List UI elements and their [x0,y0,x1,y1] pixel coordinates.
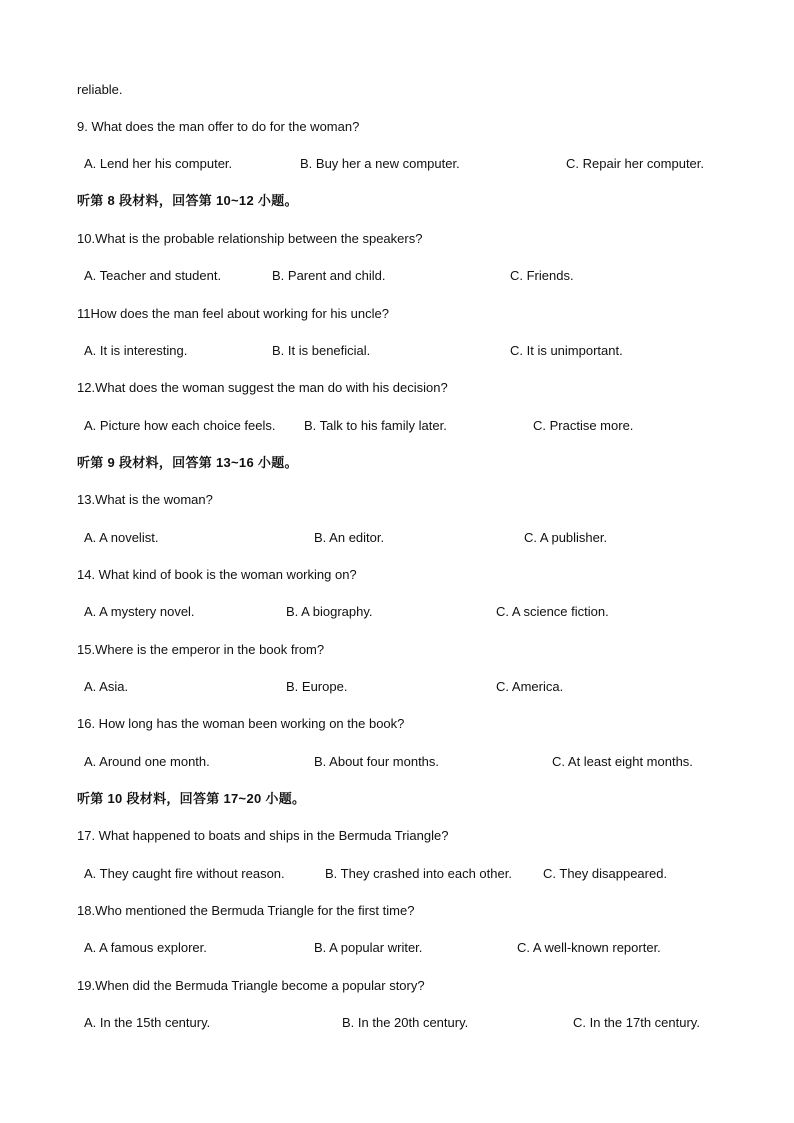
q13-option-a: A. A novelist. [84,530,159,545]
question-13: 13.What is the woman? [77,492,213,507]
q10-option-b: B. Parent and child. [272,268,386,283]
question-9: 9. What does the man offer to do for the woman? [77,119,360,134]
q15-option-c: C. America. [496,679,564,694]
q16-option-c: C. At least eight months. [552,754,693,769]
q9-option-a: A. Lend her his computer. [84,156,233,171]
q15-option-b: B. Europe. [286,679,348,694]
q14-option-a: A. A mystery novel. [84,604,195,619]
q11-option-c: C. It is unimportant. [510,343,623,358]
question-11: 11How does the man feel about working for his uncle? [77,306,389,321]
question-15: 15.Where is the emperor in the book from? [77,642,325,657]
q10-option-a: A. Teacher and student. [84,268,222,283]
q9-option-b: B. Buy her a new computer. [300,156,460,171]
q19-option-b: B. In the 20th century. [342,1015,469,1030]
section-heading-9: 听第 9 段材料，回答第 13~16 小题。 [77,455,298,470]
q9-option-c: C. Repair her computer. [566,156,705,171]
q11-option-a: A. It is interesting. [84,343,188,358]
q12-option-c: C. Practise more. [533,418,634,433]
question-17: 17. What happened to boats and ships in the Bermuda Triangle? [77,828,449,843]
question-19: 19.When did the Bermuda Triangle become a popular story? [77,978,425,993]
q19-option-a: A. In the 15th century. [84,1015,211,1030]
q13-option-b: B. An editor. [314,530,385,545]
q16-option-b: B. About four months. [314,754,440,769]
q17-option-c: C. They disappeared. [543,866,668,881]
section-heading-10: 听第 10 段材料，回答第 17~20 小题。 [77,791,306,806]
q16-option-a: A. Around one month. [84,754,210,769]
q10-option-c: C. Friends. [510,268,574,283]
q14-option-c: C. A science fiction. [496,604,609,619]
q12-option-a: A. Picture how each choice feels. [84,418,276,433]
question-16: 16. How long has the woman been working on the book? [77,716,405,731]
q19-option-c: C. In the 17th century. [573,1015,700,1030]
question-14: 14. What kind of book is the woman working on? [77,567,357,582]
top-fragment: reliable. [77,82,123,97]
q17-option-a: A. They caught fire without reason. [84,866,285,881]
q17-option-b: B. They crashed into each other. [325,866,512,881]
q13-option-c: C. A publisher. [524,530,608,545]
question-12: 12.What does the woman suggest the man do with his decision? [77,380,448,395]
q15-option-a: A. Asia. [84,679,129,694]
q18-option-b: B. A popular writer. [314,940,423,955]
question-18: 18.Who mentioned the Bermuda Triangle for the first time? [77,903,415,918]
q18-option-a: A. A famous explorer. [84,940,207,955]
q11-option-b: B. It is beneficial. [272,343,371,358]
section-heading-8: 听第 8 段材料，回答第 10~12 小题。 [77,193,298,208]
question-10: 10.What is the probable relationship between the speakers? [77,231,423,246]
q14-option-b: B. A biography. [286,604,373,619]
q12-option-b: B. Talk to his family later. [304,418,447,433]
q18-option-c: C. A well-known reporter. [517,940,661,955]
